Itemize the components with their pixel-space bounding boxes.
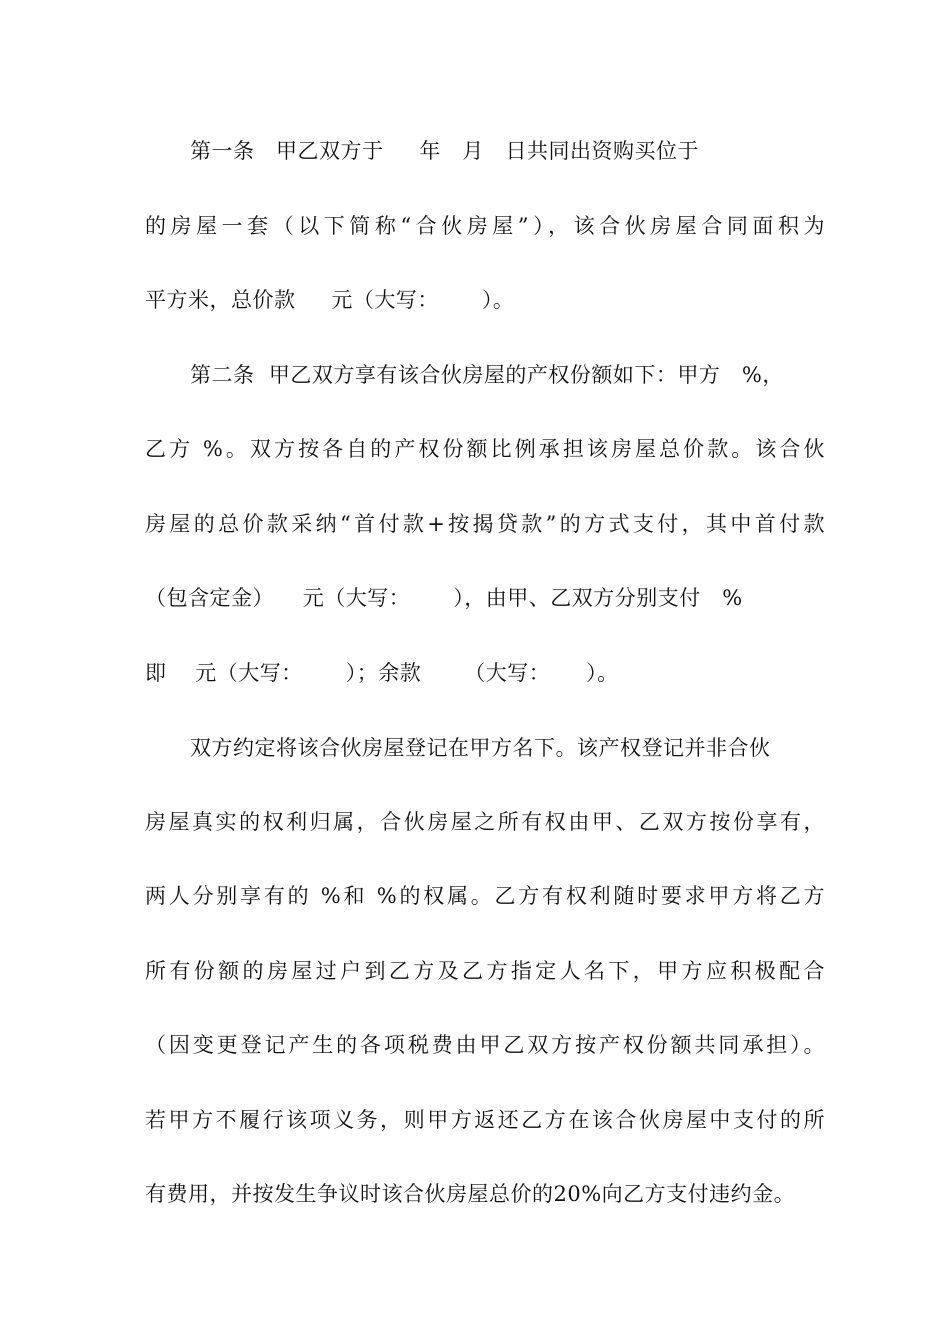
agreement-line-3: 两人分别享有的 %和 %的权属。乙方有权利随时要求甲方将乙方 [145, 884, 825, 908]
agreement-line-2: 房屋真实的权利归属，合伙房屋之所有权由甲、乙双方按份享有， [145, 810, 825, 834]
agreement-line-7: 有费用，并按发生争议时该合伙房屋总价的20%向乙方支付违约金。 [145, 1182, 796, 1206]
article-2-line-2: 乙方 %。双方按各自的产权份额比例承担该房屋总价款。该合伙 [145, 437, 825, 461]
article-1-line-2: 的房屋一套（以下简称“合伙房屋”），该合伙房屋合同面积为 [145, 214, 825, 238]
article-2-line-1: 第二条 甲乙双方享有该合伙房屋的产权份额如下：甲方 %， [190, 363, 784, 387]
article-1-line-3: 平方米，总价款 元（大写： ）。 [145, 288, 515, 312]
article-2-line-4: （包含定金） 元（大写： ），由甲、乙双方分别支付 % [145, 586, 743, 610]
agreement-line-4: 所有份额的房屋过户到乙方及乙方指定人名下，甲方应积极配合 [145, 959, 825, 983]
agreement-line-5: （因变更登记产生的各项税费由甲乙双方按产权份额共同承担）。 [145, 1033, 825, 1057]
article-1-line-1: 第一条 甲乙双方于 年 月 日共同出资购买位于 [190, 139, 699, 163]
agreement-line-6: 若甲方不履行该项义务，则甲方返还乙方在该合伙房屋中支付的所 [145, 1108, 825, 1132]
agreement-line-1: 双方约定将该合伙房屋登记在甲方名下。该产权登记并非合伙 [190, 736, 771, 760]
article-2-line-5: 即 元（大写： ）；余款 （大写： ）。 [145, 661, 619, 685]
article-2-line-3: 房屋的总价款采纳“首付款+按揭贷款”的方式支付，其中首付款 [145, 512, 825, 536]
